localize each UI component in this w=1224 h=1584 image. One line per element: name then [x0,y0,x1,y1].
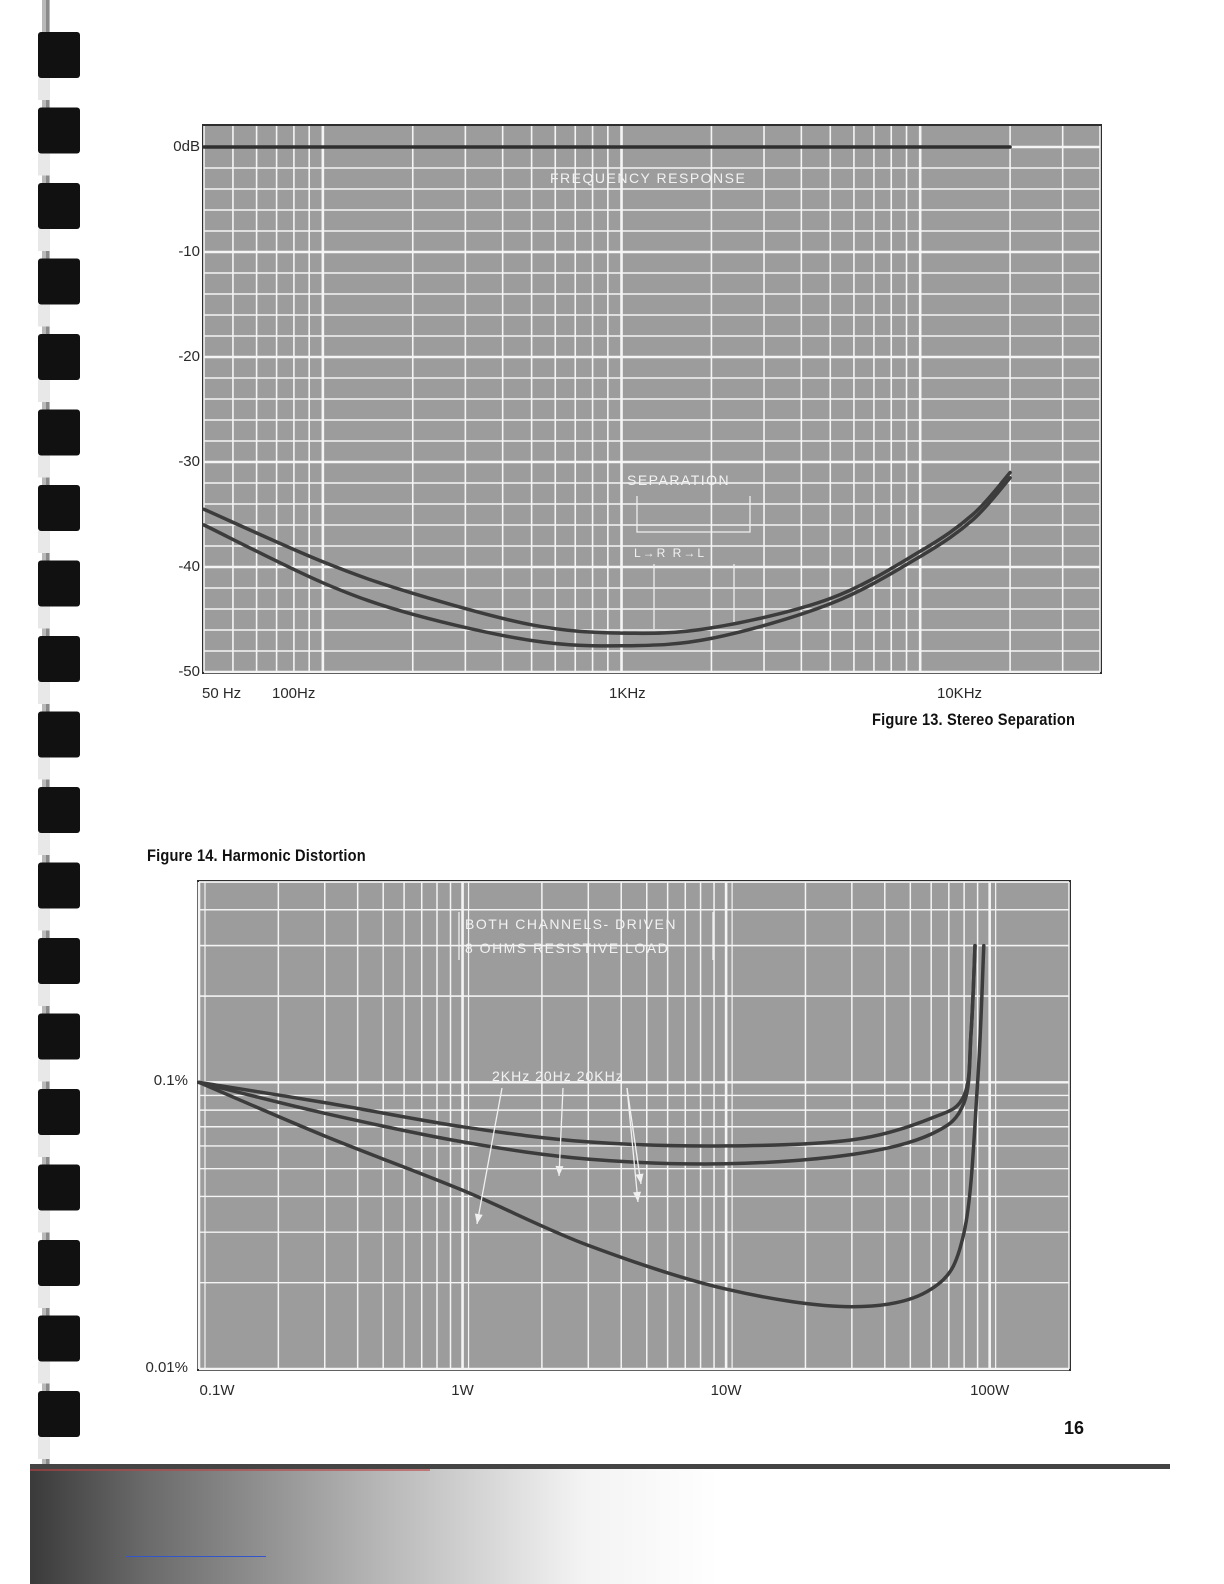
binding-loop [38,1316,80,1362]
binding-loop [38,108,80,154]
binding-loop [38,32,80,78]
binding-gap [38,1437,50,1459]
scan-shadow [30,1464,1180,1584]
curve-frequency-labels: 2KHz 20Hz 20KHz [492,1068,624,1084]
x-tick-label: 10KHz [937,685,983,702]
binding-gap [38,1286,50,1308]
binding-loop [38,1165,80,1211]
x-tick-label: 1W [451,1382,474,1399]
binding-gap [38,1211,50,1233]
x-tick-label: 10W [710,1382,742,1399]
x-tick-label: 50 Hz [202,685,242,702]
binding-gap [38,229,50,251]
binding-loop [38,410,80,456]
bottom-underline [126,1556,266,1557]
binding-gap [38,833,50,855]
binding-gap [38,1060,50,1082]
binding-loop [38,787,80,833]
separation-label: SEPARATION [627,472,731,488]
figure-14-caption: Figure 14. Harmonic Distortion [147,846,366,865]
bottom-rule-accent [30,1469,430,1471]
x-tick-label: 100Hz [272,685,316,702]
spiral-binding [0,0,90,1584]
binding-loop [38,636,80,682]
binding-gap [38,531,50,553]
binding-gap [38,1362,50,1384]
binding-loop [38,183,80,229]
binding-gap [38,984,50,1006]
frequency-response-label: FREQUENCY RESPONSE [550,170,747,186]
page-number: 16 [1064,1418,1085,1438]
test-condition-line-1: BOTH CHANNELS- DRIVEN [465,916,677,932]
binding-gap [38,380,50,402]
y-tick-label: -10 [178,243,200,260]
binding-gap [38,682,50,704]
binding-gap [38,78,50,100]
binding-loop [38,863,80,909]
test-condition-line-2: 8 OHMS RESISTIVE LOAD [465,940,670,956]
binding-loop [38,1391,80,1437]
y-tick-label: 0.1% [153,1072,188,1090]
figure-13-caption: Figure 13. Stereo Separation [872,710,1076,729]
y-tick-label: -50 [178,663,200,680]
binding-loop [38,1240,80,1286]
binding-gap [38,607,50,629]
binding-gap [38,305,50,327]
binding-loop [38,259,80,305]
stereo-separation-chart [202,124,1102,674]
binding-gap [38,1135,50,1157]
channel-direction-label: L→R R→L [634,546,707,560]
x-tick-label: 100W [970,1382,1010,1399]
binding-loop [38,561,80,607]
binding-gap [38,758,50,780]
binding-loop [38,334,80,380]
binding-loop [38,1014,80,1060]
binding-loop [38,938,80,984]
x-tick-label: 1KHz [609,685,646,702]
y-tick-label: -40 [178,558,200,575]
binding-loop [38,712,80,758]
binding-gap [38,456,50,478]
binding-gap [38,909,50,931]
x-tick-label: 0.1W [199,1382,235,1399]
y-tick-label: -30 [178,453,200,470]
binding-gap [38,154,50,176]
y-tick-label: -20 [178,348,200,365]
y-tick-label: 0dB [173,138,200,155]
y-tick-label: 0.01% [145,1359,188,1376]
binding-loop [38,1089,80,1135]
binding-loop [38,485,80,531]
